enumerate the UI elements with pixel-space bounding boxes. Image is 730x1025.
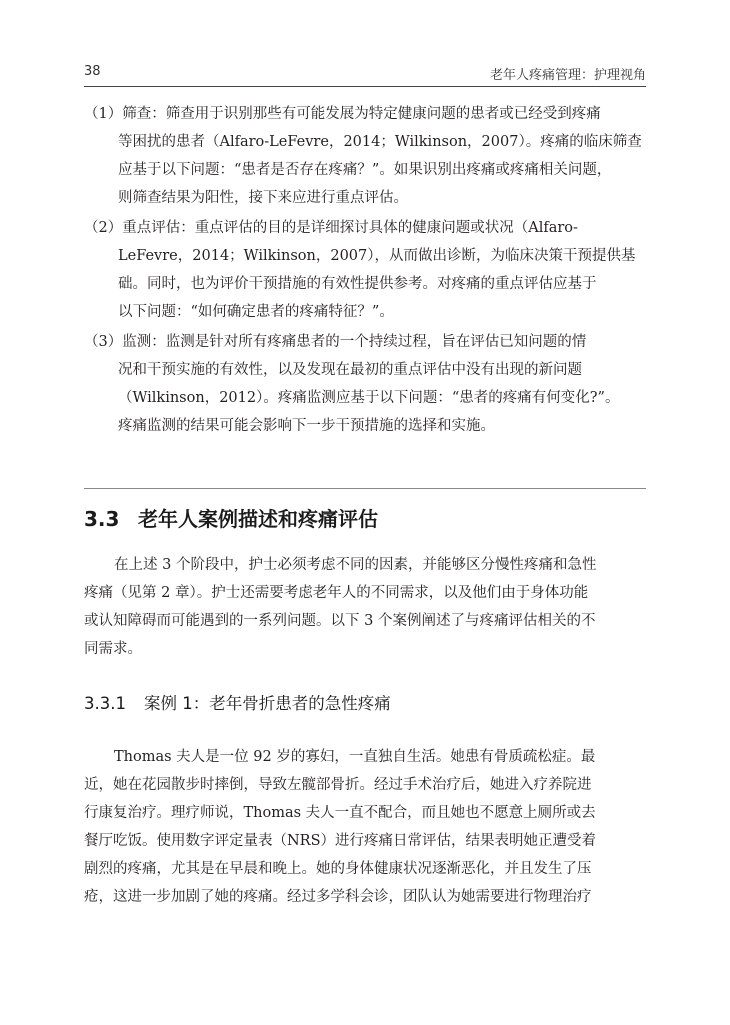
paragraph-line: 或认知障碍而可能遇到的一系列问题。以下 3 个案例阐述了与疼痛评估相关的不 xyxy=(84,613,596,629)
paragraph-line: 同需求。 xyxy=(84,641,142,657)
subsection-title: 案例 1：老年骨折患者的急性疼痛 xyxy=(144,694,391,713)
page-number: 38 xyxy=(84,64,101,79)
case-paragraph xyxy=(84,743,646,911)
paragraph-line: Thomas 夫人是一位 92 岁的寡妇，一直独自生活。她患有骨质疏松症。最 xyxy=(114,749,596,765)
list-item-focused-assessment xyxy=(84,214,644,326)
list-item-line: LeFevre，2014；Wilkinson，2007），从而做出诊断，为临床决策干预提供基 xyxy=(118,248,636,264)
list-item-line: 应基于以下问题：“患者是否存在疼痛？”。如果识别出疼痛或疼痛相关问题， xyxy=(118,162,612,178)
section-title: 老年人案例描述和疼痛评估 xyxy=(138,507,378,531)
running-title: 老年人疼痛管理：护理视角 xyxy=(489,68,646,83)
list-item-screening xyxy=(84,100,644,212)
paragraph-line: 剧烈的疼痛，尤其是在早晨和晚上。她的身体健康状况逐渐恶化，并且发生了压 xyxy=(84,861,592,877)
list-item-line: 以下问题：“如何确定患者的疼痛特征？”。 xyxy=(118,304,394,320)
paragraph-line: 近，她在花园散步时摔倒，导致左髋部骨折。经过手术治疗后，她进入疗养院进 xyxy=(84,777,592,793)
section-divider xyxy=(84,488,646,489)
paragraph-line: 在上述 3 个阶段中，护士必须考虑不同的因素，并能够区分慢性疼痛和急性 xyxy=(114,557,597,573)
list-item-line: 况和干预实施的有效性，以及发现在最初的重点评估中没有出现的新问题 xyxy=(118,362,582,378)
list-item-line: 疼痛监测的结果可能会影响下一步干预措施的选择和实施。 xyxy=(118,418,495,434)
list-item-line: （3）监测：监测是针对所有疼痛患者的一个持续过程，旨在评估已知问题的情 xyxy=(84,334,587,350)
paragraph-line: 餐厅吃饭。使用数字评定量表（NRS）进行疼痛日常评估，结果表明她正遭受着 xyxy=(84,833,597,849)
list-item-line: 础。同时，也为评价干预措施的有效性提供参考。对疼痛的重点评估应基于 xyxy=(118,276,597,292)
list-item-line: （2）重点评估：重点评估的目的是详细探讨具体的健康问题或状况（Alfaro- xyxy=(84,220,578,236)
subsection-number: 3.3.1 xyxy=(84,694,126,713)
section-paragraph xyxy=(84,551,646,663)
section-number: 3.3 xyxy=(84,507,120,531)
paragraph-line: 疼痛（见第 2 章）。护士还需要考虑老年人的不同需求，以及他们由于身体功能 xyxy=(84,585,589,601)
list-item-line: （1）筛查：筛查用于识别那些有可能发展为特定健康问题的患者或已经受到疼痛 xyxy=(84,106,601,122)
list-item-monitoring xyxy=(84,328,644,440)
list-item-line: （Wilkinson，2012）。疼痛监测应基于以下问题：“患者的疼痛有何变化?”。 xyxy=(118,390,620,406)
paragraph-line: 行康复治疗。理疗师说，Thomas 夫人一直不配合，而且她也不愿意上厕所或去 xyxy=(84,805,596,821)
running-header xyxy=(84,62,646,87)
list-item-line: 则筛查结果为阳性，接下来应进行重点评估。 xyxy=(118,190,408,206)
paragraph-line: 疮，这进一步加剧了她的疼痛。经过多学科会诊，团队认为她需要进行物理治疗 xyxy=(84,889,592,905)
subsection-heading xyxy=(84,690,391,714)
section-heading xyxy=(84,503,378,532)
list-item-line: 等困扰的患者（Alfaro-LeFevre，2014；Wilkinson，2007）。疼痛的临床筛查 xyxy=(118,134,642,150)
